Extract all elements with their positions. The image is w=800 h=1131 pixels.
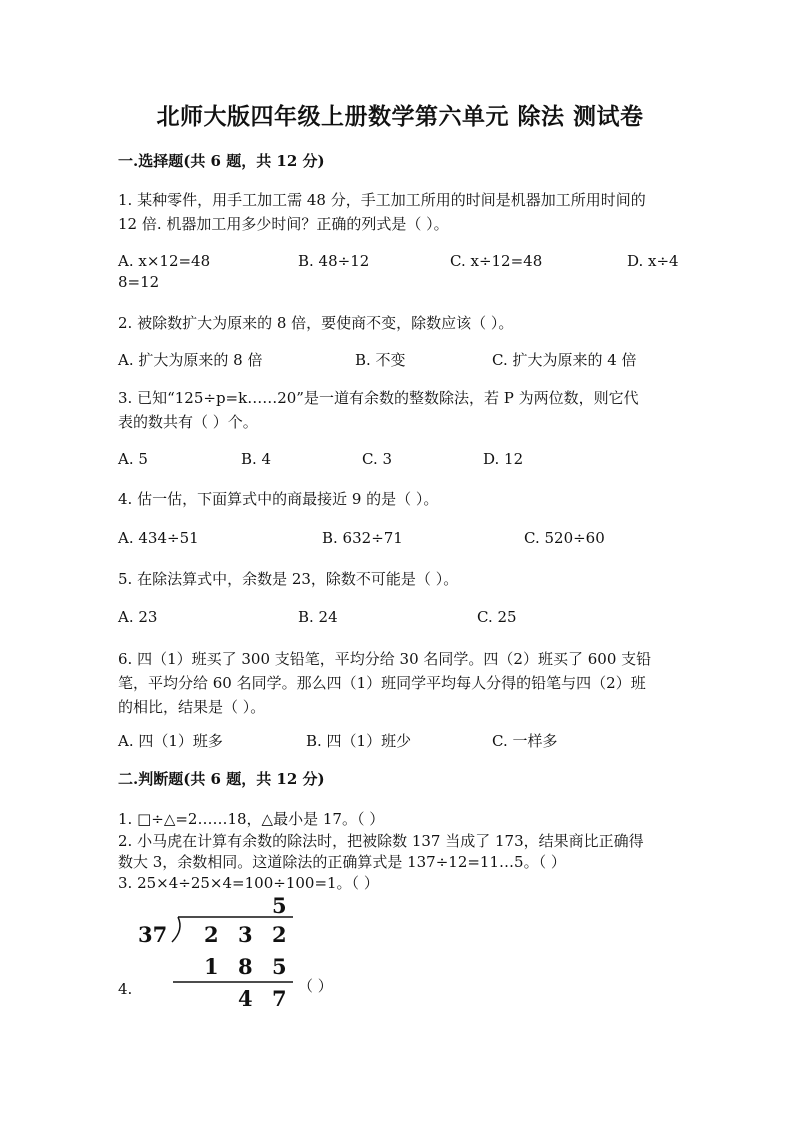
q5-text: 5. 在除法算式中，余数是 23，除数不可能是（ ）。 xyxy=(118,570,459,588)
q6-option-c[interactable]: C. 一样多 xyxy=(492,732,558,750)
q2-text: 2. 被除数扩大为原来的 8 倍，要使商不变，除数应该（ ）。 xyxy=(118,314,514,332)
q3-text-line2: 表的数共有（ ）个。 xyxy=(118,413,258,431)
q6-text-line2: 笔，平均分给 60 名同学。那么四（1）班同学平均每人分得的铅笔与四（2）班 xyxy=(118,674,646,692)
q2-option-c[interactable]: C. 扩大为原来的 4 倍 xyxy=(492,351,637,369)
j4-answer-paren[interactable]: （ ） xyxy=(298,977,333,995)
long-division-figure xyxy=(118,892,418,1012)
q1-option-a[interactable]: A. x×12=48 xyxy=(118,252,211,270)
division-divisor: 37 xyxy=(138,922,168,947)
q6-text-line3: 的相比，结果是（ ）。 xyxy=(118,698,266,716)
q5-option-c[interactable]: C. 25 xyxy=(477,608,517,626)
remainder-digit-2: 7 xyxy=(272,986,287,1011)
remainder-digit-1: 4 xyxy=(238,986,253,1011)
q2-option-a[interactable]: A. 扩大为原来的 8 倍 xyxy=(118,351,263,369)
q4-text: 4. 估一估，下面算式中的商最接近 9 的是（ ）。 xyxy=(118,490,439,508)
section-heading-judgement: 二.判断题(共 6 题，共 12 分) xyxy=(118,770,325,788)
q6-text-line1: 6. 四（1）班买了 300 支铅笔，平均分给 30 名同学。四（2）班买了 600 支铅 xyxy=(118,650,652,668)
q5-option-b[interactable]: B. 24 xyxy=(298,608,338,626)
j1-text: 1. □÷△=2……18，△最小是 17。（ ） xyxy=(118,810,385,828)
dividend-digit-2: 3 xyxy=(238,922,253,947)
q1-text-line1: 1. 某种零件，用手工加工需 48 分，手工加工所用的时间是机器加工所用时间的 xyxy=(118,191,646,209)
q4-option-a[interactable]: A. 434÷51 xyxy=(118,529,199,547)
section-heading-choice: 一.选择题(共 6 题，共 12 分) xyxy=(118,152,325,170)
q3-option-a[interactable]: A. 5 xyxy=(118,450,148,468)
q1-option-d-cont: 8=12 xyxy=(118,273,160,291)
q1-text-line2: 12 倍. 机器加工用多少时间？正确的列式是（ ）。 xyxy=(118,215,449,233)
q2-option-b[interactable]: B. 不变 xyxy=(355,351,406,369)
j4-number: 4. xyxy=(118,980,133,998)
q1-option-d[interactable]: D. x÷4 xyxy=(627,252,679,270)
q3-text-line1: 3. 已知“125÷p=k……20”是一道有余数的整数除法，若 P 为两位数，则它代 xyxy=(118,389,639,407)
q1-option-b[interactable]: B. 48÷12 xyxy=(298,252,370,270)
j2-text-line1: 2. 小马虎在计算有余数的除法时，把被除数 137 当成了 173，结果商比正确得 xyxy=(118,832,644,850)
dividend-digit-1: 2 xyxy=(204,922,219,947)
j3-text: 3. 25×4÷25×4=100÷100=1。（ ） xyxy=(118,874,379,892)
division-bracket xyxy=(172,917,180,942)
division-quotient: 5 xyxy=(272,893,287,918)
q1-option-c[interactable]: C. x÷12=48 xyxy=(450,252,543,270)
q5-option-a[interactable]: A. 23 xyxy=(118,608,158,626)
q6-option-a[interactable]: A. 四（1）班多 xyxy=(118,732,223,750)
q4-option-b[interactable]: B. 632÷71 xyxy=(322,529,403,547)
page-title: 北师大版四年级上册数学第六单元 除法 测试卷 xyxy=(156,103,644,130)
q6-option-b[interactable]: B. 四（1）班少 xyxy=(306,732,412,750)
q3-option-d[interactable]: D. 12 xyxy=(483,450,524,468)
product-digit-3: 5 xyxy=(272,954,287,979)
product-digit-1: 1 xyxy=(204,954,219,979)
q3-option-b[interactable]: B. 4 xyxy=(241,450,272,468)
j2-text-line2: 数大 3，余数相同。这道除法的正确算式是 137÷12=11…5。（ ） xyxy=(118,853,566,871)
product-digit-2: 8 xyxy=(238,954,253,979)
q4-option-c[interactable]: C. 520÷60 xyxy=(524,529,605,547)
dividend-digit-3: 2 xyxy=(272,922,287,947)
q3-option-c[interactable]: C. 3 xyxy=(362,450,393,468)
